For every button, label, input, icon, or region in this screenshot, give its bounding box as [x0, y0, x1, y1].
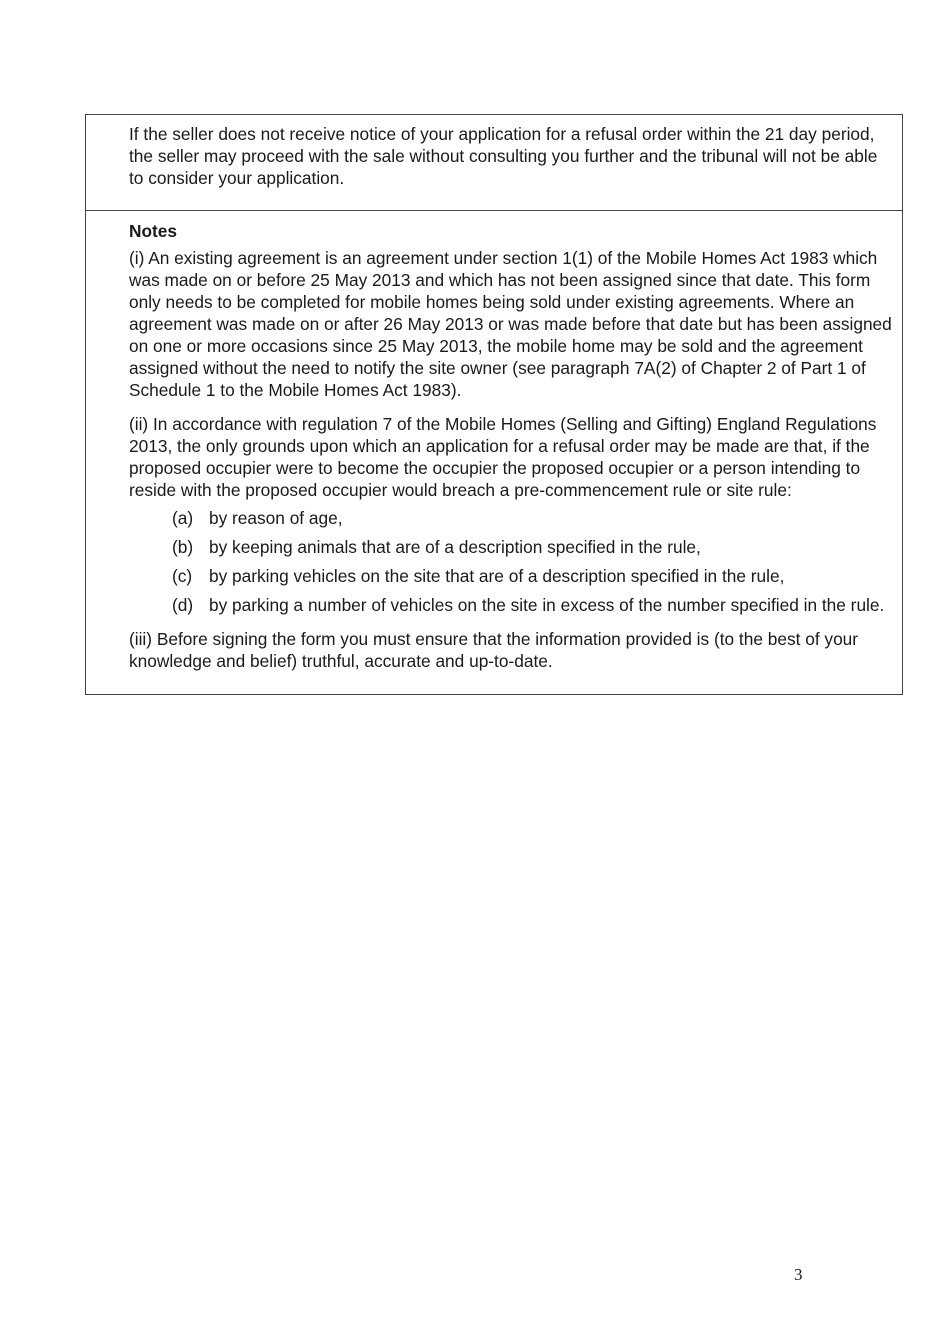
seller-notice-text: If the seller does not receive notice of your application for a refusal order within the 21 day period, the seller may proceed with the sale without consulting you further and the tribunal will not be able to consider your application. — [129, 124, 878, 188]
ground-marker: (a) — [172, 508, 194, 528]
ground-marker: (c) — [172, 566, 193, 586]
seller-notice-section — [86, 115, 902, 211]
ground-item-b — [129, 536, 896, 558]
form-box — [85, 114, 903, 695]
ground-text: by reason of age, — [209, 508, 343, 528]
grounds-list — [129, 507, 896, 616]
ground-marker: (d) — [172, 595, 194, 615]
notes-heading: Notes — [129, 221, 178, 241]
note-iii: (iii) Before signing the form you must ensure that the information provided is (to the best of your knowledge and belief) truthful, accurate and up-to-date. — [129, 629, 859, 671]
ground-item-c — [129, 565, 896, 587]
notes-section — [86, 211, 902, 694]
ground-item-a — [129, 507, 896, 529]
ground-text: by parking a number of vehicles on the site in excess of the number specified in the rule. — [209, 595, 885, 615]
ground-text: by keeping animals that are of a description specified in the rule, — [209, 537, 701, 557]
ground-marker: (b) — [172, 537, 194, 557]
ground-text: by parking vehicles on the site that are of a description specified in the rule, — [209, 566, 785, 586]
note-i: (i) An existing agreement is an agreement under section 1(1) of the Mobile Homes Act 1983 which was made on or before 25 May 2013 and which has not been assigned since that date. This form only needs to be completed for mobile homes being sold under existing agreements. Where an agreement was made on or after 26 May 2013 or was made before that date but has been assigned on one or more occasions since 25 May 2013, the mobile home may be sold and the agreement assigned without the need to notify the site owner (see paragraph 7A(2) of Chapter 2 of Part 1 of Schedule 1 to the Mobile Homes Act 1983). — [129, 248, 892, 400]
note-ii: (ii) In accordance with regulation 7 of the Mobile Homes (Selling and Gifting) England Regulations 2013, the only grounds upon which an application for a refusal order may be made are that, if the proposed occupier were to become the occupier the proposed occupier or a person intending to reside with the proposed occupier would breach a pre-commencement rule or site rule: — [129, 414, 877, 500]
ground-item-d — [129, 594, 896, 616]
page-number: 3 — [794, 1265, 803, 1284]
